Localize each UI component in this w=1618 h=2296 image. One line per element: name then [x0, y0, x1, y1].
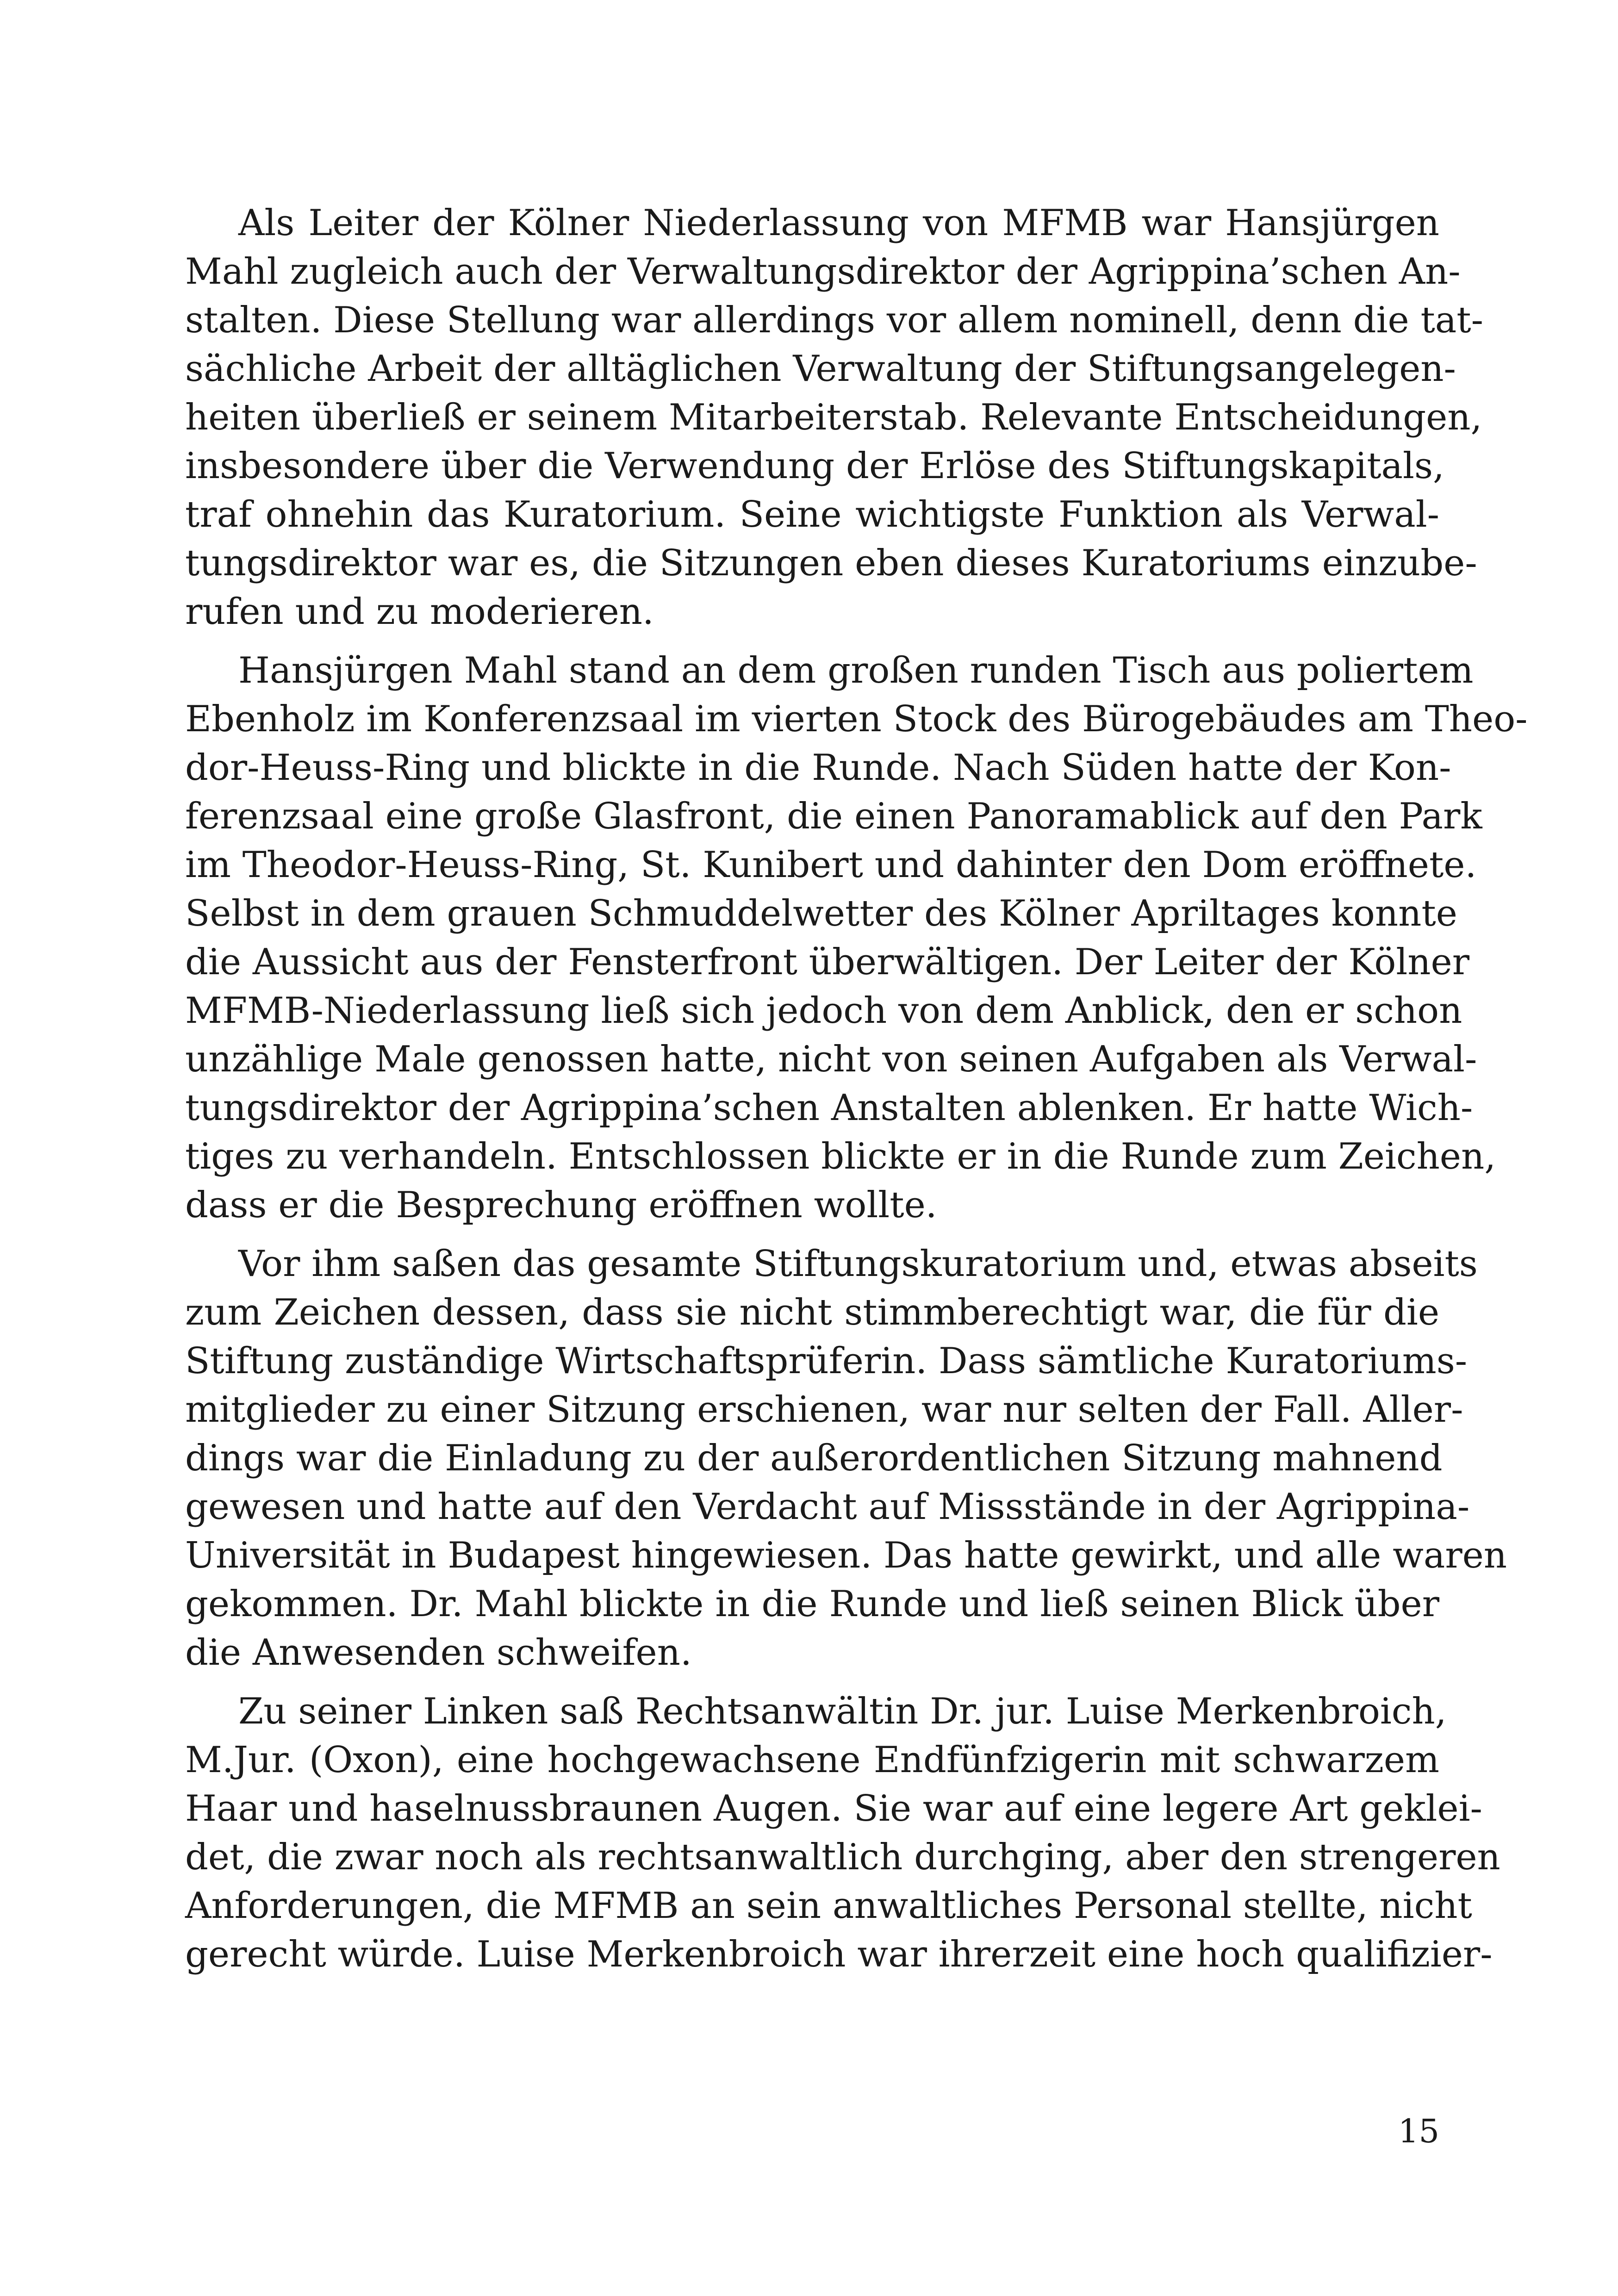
text-line: Stiftung zuständige Wirtschaftsprüferin. Dass sämtliche Kuratoriums-: [185, 1340, 1468, 1382]
text-line: die Anwesenden schweifen.: [185, 1632, 692, 1674]
text-line: Zu seiner Linken saß Rechtsanwältin Dr. jur. Luise Merkenbroich,: [238, 1691, 1447, 1732]
text-line: Haar und haselnussbraunen Augen. Sie war auf eine legere Art geklei-: [185, 1788, 1482, 1829]
paragraph-gap: [185, 1230, 1439, 1240]
text-line: gerecht würde. Luise Merkenbroich war ihrerzeit eine hoch qualifizier-: [185, 1934, 1493, 1975]
text-line: dass er die Besprechung eröffnen wollte.: [185, 1184, 937, 1226]
text-line: tiges zu verhandeln. Entschlossen blickte er in die Runde zum Zeichen,: [185, 1136, 1496, 1177]
text-line: traf ohnehin das Kuratorium. Seine wichtigste Funktion als Verwal-: [185, 494, 1439, 535]
text-line: Hansjürgen Mahl stand an dem großen runden Tisch aus poliertem: [238, 650, 1474, 691]
text-line: gekommen. Dr. Mahl blickte in die Runde und ließ seinen Blick über: [185, 1583, 1439, 1625]
paragraph-gap: [185, 636, 1439, 647]
body-text: [185, 199, 1528, 1979]
text-line: heiten überließ er seinem Mitarbeiterstab. Relevante Entscheidungen,: [185, 397, 1482, 438]
text-line: tungsdirektor war es, die Sitzungen eben dieses Kuratoriums einzube-: [185, 542, 1477, 584]
text-line: Selbst in dem grauen Schmuddelwetter des Kölner Apriltages konnte: [185, 893, 1457, 934]
text-line: MFMB-Niederlassung ließ sich jedoch von dem Anblick, den er schon: [185, 990, 1462, 1032]
text-line: rufen und zu moderieren.: [185, 591, 654, 633]
text-line: Universität in Budapest hingewiesen. Das hatte gewirkt, und alle waren: [185, 1535, 1507, 1576]
page-number: 15: [1398, 2112, 1439, 2150]
text-line: insbesondere über die Verwendung der Erlöse des Stiftungskapitals,: [185, 445, 1444, 487]
paragraph: [185, 1240, 1507, 1677]
paragraph: [185, 1687, 1500, 1979]
text-line: stalten. Diese Stellung war allerdings vor allem nominell, denn die tat-: [185, 299, 1483, 341]
text-line: M.Jur. (Oxon), eine hochgewachsene Endfünfzigerin mit schwarzem: [185, 1739, 1439, 1781]
paragraph-gap: [185, 1677, 1439, 1687]
text-line: die Aussicht aus der Fensterfront überwältigen. Der Leiter der Kölner: [185, 941, 1469, 983]
paragraph: [185, 647, 1528, 1230]
text-line: Anforderungen, die MFMB an sein anwaltliches Personal stellte, nicht: [185, 1885, 1472, 1927]
text-line: unzählige Male genossen hatte, nicht von seinen Aufgaben als Verwal-: [185, 1039, 1477, 1080]
text-line: Als Leiter der Kölner Niederlassung von MFMB war Hansjürgen: [238, 202, 1439, 244]
text-line: Vor ihm saßen das gesamte Stiftungskuratorium und, etwas abseits: [238, 1243, 1478, 1285]
text-line: det, die zwar noch als rechtsanwaltlich durchging, aber den strengeren: [185, 1836, 1500, 1878]
text-line: mitglieder zu einer Sitzung erschienen, war nur selten der Fall. Aller-: [185, 1389, 1463, 1431]
text-line: sächliche Arbeit der alltäglichen Verwaltung der Stiftungsangelegen-: [185, 348, 1456, 390]
text-line: ferenzsaal eine große Glasfront, die einen Panoramablick auf den Park: [185, 796, 1482, 837]
paragraph: [185, 199, 1483, 636]
text-line: gewesen und hatte auf den Verdacht auf Missstände in der Agrippina-: [185, 1486, 1470, 1528]
text-line: Ebenholz im Konferenzsaal im vierten Stock des Bürogebäudes am Theo-: [185, 698, 1528, 740]
text-line: Mahl zugleich auch der Verwaltungsdirektor der Agrippina’schen An-: [185, 251, 1461, 292]
text-line: dings war die Einladung zu der außerordentlichen Sitzung mahnend: [185, 1437, 1443, 1479]
text-line: im Theodor-Heuss-Ring, St. Kunibert und dahinter den Dom eröffnete.: [185, 844, 1477, 886]
text-line: dor-Heuss-Ring und blickte in die Runde. Nach Süden hatte der Kon-: [185, 747, 1451, 789]
text-line: tungsdirektor der Agrippina’schen Anstalten ablenken. Er hatte Wich-: [185, 1087, 1473, 1129]
text-line: zum Zeichen dessen, dass sie nicht stimmberechtigt war, die für die: [185, 1292, 1439, 1333]
